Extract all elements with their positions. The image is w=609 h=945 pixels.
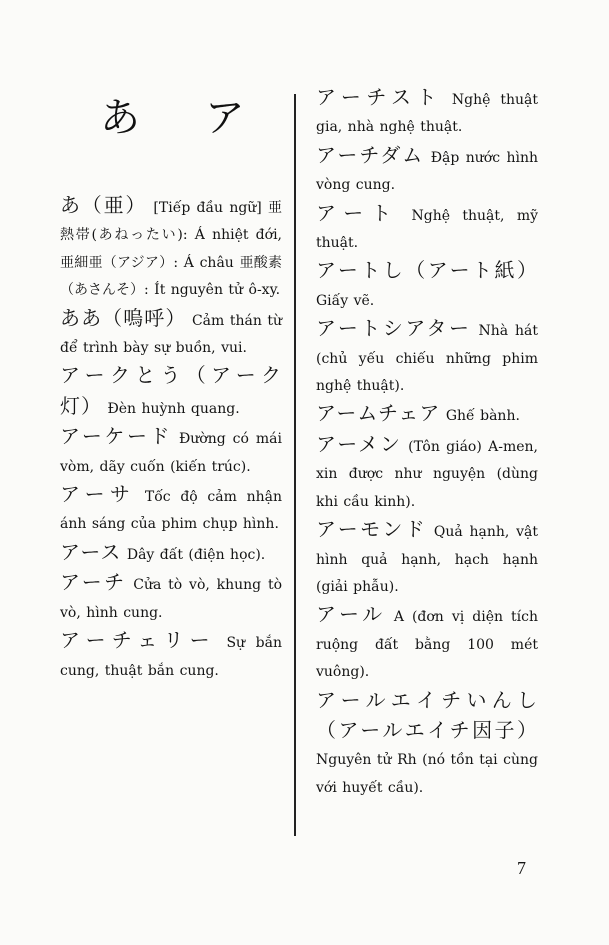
entry-headword: アームチェア	[316, 401, 441, 426]
dictionary-entry	[60, 192, 282, 305]
entry-headword: アーチダム	[316, 142, 425, 167]
entry-headword: アーチスト	[316, 85, 442, 109]
entry-gloss: Đèn huỳnh quang.	[107, 400, 240, 417]
dictionary-entry	[316, 257, 538, 315]
dictionary-entry	[60, 569, 282, 627]
entry-gloss: Dây đất (điện học).	[126, 546, 266, 563]
entry-headword: アートし（アート紙）	[316, 258, 538, 283]
entry-gloss: Nguyên tử Rh (nó tồn tại cùng với huyết cầu).	[316, 752, 538, 796]
dictionary-entry	[60, 627, 282, 685]
dictionary-entry	[316, 200, 538, 258]
kana-header: あ ア	[100, 95, 271, 141]
dictionary-entry	[316, 142, 538, 200]
dictionary-entry	[316, 315, 538, 400]
dictionary-entry	[60, 305, 282, 363]
entry-headword: アース	[60, 539, 122, 564]
entry-gloss: Ghế bành.	[445, 408, 520, 425]
entry-headword: アーサ	[60, 482, 136, 507]
entry-headword: ああ（嗚呼）	[60, 305, 187, 330]
entry-headword: アーメン	[316, 431, 402, 456]
entry-gloss: Cảm thán từ để trình bày sự buồn, vui.	[60, 312, 282, 357]
entry-headword: アール	[316, 602, 386, 627]
left-column	[60, 192, 282, 685]
entry-gloss: Đường có mái vòm, dãy cuốn (kiến trúc).	[60, 431, 282, 475]
entry-headword: アーケード	[60, 424, 172, 449]
entry-headword: あ（亜）	[60, 193, 148, 217]
entry-gloss: Giấy vẽ.	[316, 292, 375, 309]
dictionary-entry	[60, 423, 282, 481]
dictionary-entry	[316, 516, 538, 601]
right-column	[316, 84, 538, 802]
entry-headword: アート	[316, 200, 400, 225]
column-divider	[294, 94, 296, 836]
dictionary-entry	[316, 84, 538, 142]
dictionary-entry	[60, 362, 282, 423]
dictionary-entry	[60, 539, 282, 569]
entry-gloss: Tốc độ cảm nhận ánh sáng của phim chụp hình.	[60, 489, 282, 533]
dictionary-entry	[316, 601, 538, 686]
entry-gloss: Đập nước hình vòng cung.	[316, 149, 539, 194]
entry-gloss: [Tiếp đầu ngữ] 亜熱帯(あねったい): Á nhiệt đới, 亜細亜（アジア）: Á châu 亜酸素（あさんそ）: Ít nguyên tử ô-xy.	[60, 200, 283, 299]
entry-gloss: (Tôn giáo) A-men, xin được như nguyện (dùng khi cầu kinh).	[316, 438, 539, 510]
entry-gloss: Nhà hát (chủ yếu chiếu những phim nghệ thuật).	[316, 323, 539, 395]
entry-headword: アーモンド	[316, 517, 428, 542]
page-number: 7	[517, 858, 526, 878]
entry-gloss: Nghệ thuật gia, nhà nghệ thuật.	[316, 92, 538, 136]
entry-gloss: Nghệ thuật, mỹ thuật.	[316, 207, 538, 252]
entry-gloss: Quả hạnh, vật hình quả hạnh, hạch hạnh (giải phẫu).	[316, 524, 538, 595]
entry-gloss: A (đơn vị diện tích ruộng đất bằng 100 mét vuông).	[316, 609, 539, 681]
dictionary-entry	[316, 687, 538, 803]
entry-headword: アートシアター	[316, 316, 472, 341]
entry-gloss: Sự bắn cung, thuật bắn cung.	[60, 635, 282, 679]
entry-headword: アークとう（アーク灯）	[60, 363, 282, 418]
dictionary-entry	[316, 400, 538, 430]
dictionary-entry	[316, 431, 538, 516]
entry-gloss: Cửa tò vò, khung tò vò, hình cung.	[60, 577, 282, 621]
entry-headword: アーチ	[60, 570, 127, 595]
entry-headword: アーチェリー	[60, 628, 216, 653]
dictionary-entry	[60, 481, 282, 539]
entry-headword: アールエイチいんし（アールエイチ因子）	[316, 687, 538, 742]
